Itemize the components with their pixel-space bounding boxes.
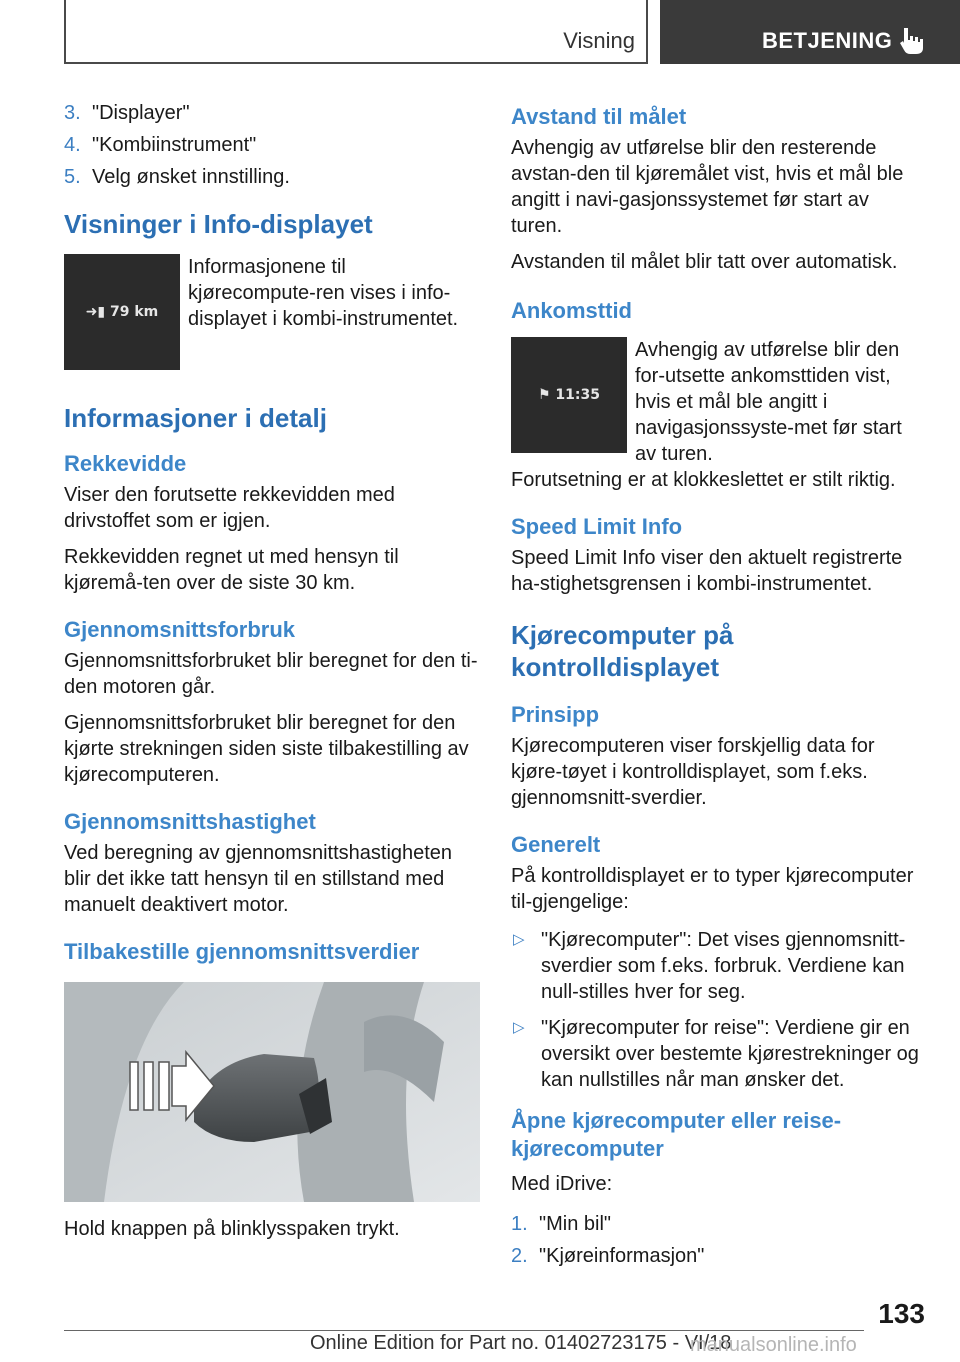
list-item [64, 164, 478, 190]
list-item [511, 1211, 925, 1237]
step-text: Velg ønsket innstilling. [92, 166, 290, 188]
info-display-readout [64, 304, 180, 320]
list-item [64, 132, 478, 158]
heading-visninger: Visninger i Info-displayet [64, 209, 373, 239]
heading-forbruk: Gjennomsnittsforbruk [64, 617, 296, 642]
step-text: "Kjøreinformasjon" [539, 1245, 705, 1267]
step-number: 4. [64, 134, 81, 156]
computer-types-list [511, 927, 925, 1093]
turn-signal-lever-image [64, 982, 480, 1202]
list-item [511, 927, 925, 1005]
header-section-title: Visning [563, 28, 635, 53]
watermark-text: manualsonline.info [690, 1334, 857, 1356]
photo-caption: Hold knappen på blinklysspaken trykt. [64, 1218, 400, 1240]
heading-avstand: Avstand til målet [511, 104, 687, 129]
info-display-figure [64, 254, 478, 380]
heading-rekkevidde: Rekkevidde [64, 451, 187, 476]
visninger-text: Informasjonene til kjørecompute-ren vises i info-displayet i kombi-instrumentet. [188, 256, 459, 330]
heading-ankomst: Ankomsttid [511, 298, 632, 323]
arrival-display-image [511, 337, 627, 453]
heading-speed-limit: Speed Limit Info [511, 514, 683, 539]
bullet-text: "Kjørecomputer": Det vises gjennomsnitt-sverdier som f.eks. forbruk. Verdiene kan null-stilles hver for seg. [541, 929, 906, 1003]
info-display-image [64, 254, 180, 370]
lever-illustration [64, 982, 480, 1202]
arrival-display-readout [511, 387, 627, 403]
range-icon: ➜▮ [85, 304, 106, 320]
page-number: 133 [878, 1298, 925, 1329]
heading-tilbakestille: Tilbakestille gjennomsnittsverdier [64, 939, 420, 964]
header-chapter-tab [660, 0, 960, 64]
step-number: 5. [64, 166, 81, 188]
steps-list-continued [64, 100, 478, 190]
ankomst-para-2: Forutsetning er at klokkeslettet er stilt riktig. [511, 469, 896, 491]
heading-hastighet: Gjennomsnittshastighet [64, 809, 316, 834]
avstand-para-2: Avstanden til målet blir tatt over automatisk. [511, 251, 898, 273]
forbruk-para-1: Gjennomsnittsforbruket blir beregnet for den ti-den motoren går. [64, 650, 478, 698]
pointing-hand-icon [896, 24, 928, 56]
triangle-bullet-icon: ▷ [513, 1019, 525, 1036]
hastighet-para-1: Ved beregning av gjennomsnittshastigheten blir det ikke tatt hensyn til en stillstand med manuelt deaktivert motor. [64, 842, 453, 916]
info-display-value: 79 km [110, 304, 159, 320]
generelt-para-1: På kontrolldisplayet er to typer kjørecomputer til-gjengelige: [511, 865, 914, 913]
list-item [64, 100, 478, 126]
left-column [64, 100, 478, 1242]
list-item [511, 1015, 925, 1093]
apne-para-1: Med iDrive: [511, 1173, 613, 1195]
step-number: 2. [511, 1245, 528, 1267]
triangle-bullet-icon: ▷ [513, 931, 525, 948]
list-item [511, 1243, 925, 1269]
rekkevidde-para-2: Rekkevidden regnet ut med hensyn til kjøremå-ten over de siste 30 km. [64, 546, 399, 594]
step-number: 1. [511, 1213, 528, 1235]
heading-apne: Åpne kjørecomputer eller reise-kjørecomputer [511, 1108, 842, 1161]
steps-list-idrive [511, 1211, 925, 1269]
heading-generelt: Generelt [511, 832, 601, 857]
destination-flag-icon: ⚑ [537, 387, 551, 403]
step-text: "Kombiinstrument" [92, 134, 257, 156]
heading-info-detalj: Informasjoner i detalj [64, 403, 327, 433]
arrival-display-value: 11:35 [555, 387, 600, 403]
step-number: 3. [64, 102, 81, 124]
prinsipp-para-1: Kjørecomputeren viser forskjellig data for kjøre-tøyet i kontrolldisplayet, som f.eks. gjennomsnitt-sverdier. [511, 735, 875, 809]
right-column [511, 103, 925, 1275]
arrival-figure [511, 337, 925, 467]
heading-kjorecomputer: Kjørecomputer på kontrolldisplayet [511, 620, 734, 682]
ankomst-text: Avhengig av utførelse blir den for-utsette ankomsttiden vist, hvis et mål ble angitt i navigasjonssyste-met før start av turen. [635, 339, 902, 465]
footer-divider [64, 1330, 864, 1331]
rekkevidde-para-1: Viser den forutsette rekkevidden med drivstoffet som er igjen. [64, 484, 395, 532]
forbruk-para-2: Gjennomsnittsforbruket blir beregnet for den kjørte strekningen siden siste tilbakestilling av kjørecomputeren. [64, 712, 469, 786]
heading-prinsipp: Prinsipp [511, 702, 600, 727]
avstand-para-1: Avhengig av utførelse blir den resterende avstan-den til kjøremålet vist, hvis et mål ble angitt i navi-gasjonssystemet før start av turen. [511, 137, 904, 237]
edition-text: Online Edition for Part no. 01402723175 - VI/18 [310, 1332, 732, 1354]
step-text: "Displayer" [92, 102, 190, 124]
bullet-text: "Kjørecomputer for reise": Verdiene gir en oversikt over bestemte kjørestrekninger og kan nullstilles når man ønsker det. [541, 1017, 919, 1091]
speed-para-1: Speed Limit Info viser den aktuelt registrerte ha-stighetsgrensen i kombi-instrumentet. [511, 547, 903, 595]
header-section-box [64, 0, 648, 64]
header-chapter-label: BETJENING [762, 28, 893, 53]
step-text: "Min bil" [539, 1213, 611, 1235]
